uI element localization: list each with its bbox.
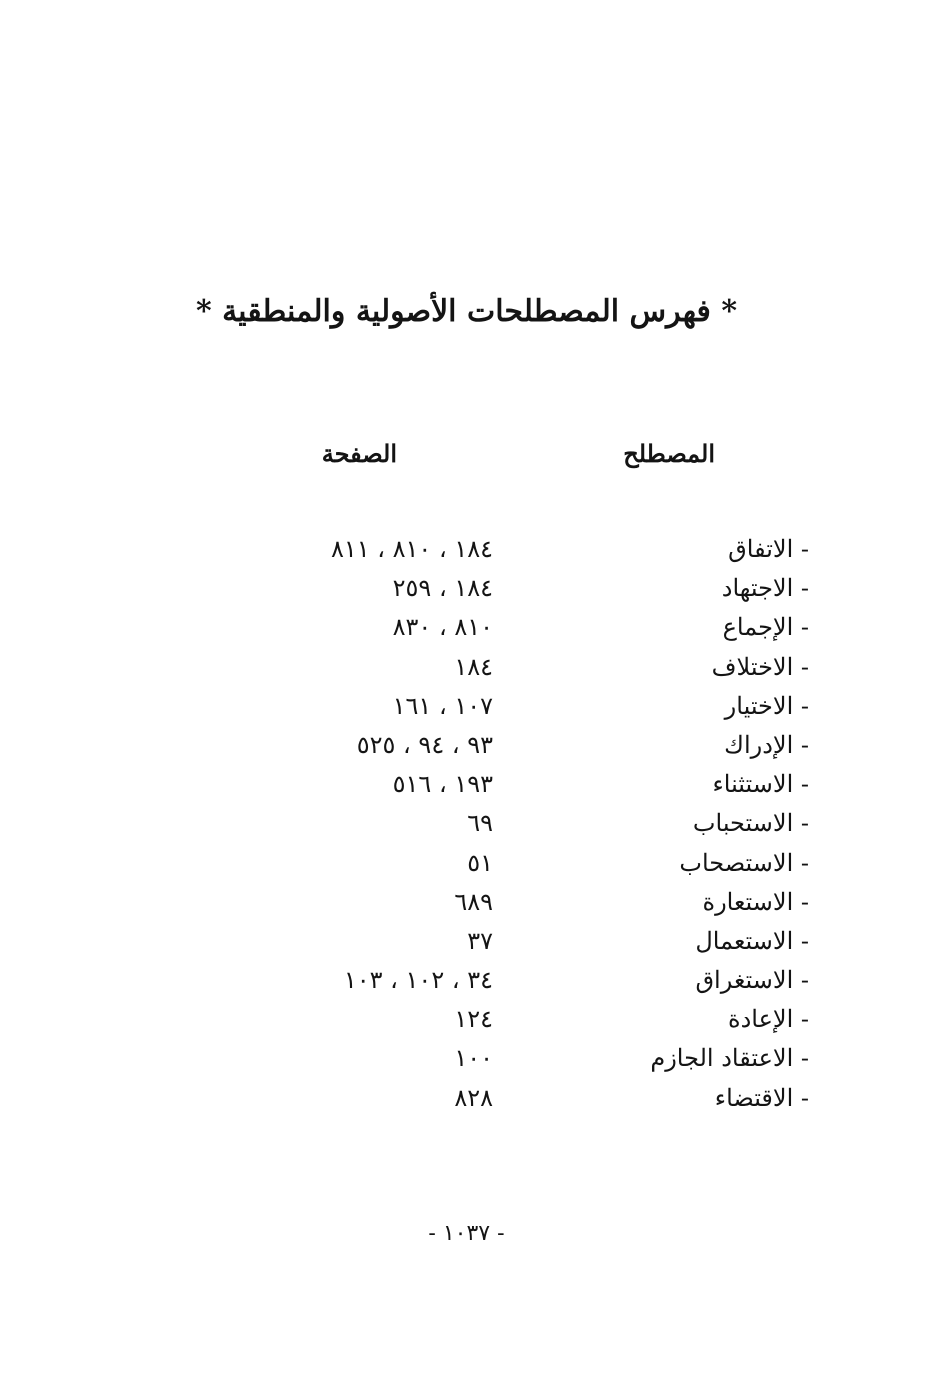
page-number: - ١٠٣٧ - [428, 1221, 505, 1246]
index-row [0, 569, 933, 608]
term-cell: - الاستثناء [712, 770, 809, 799]
pages-cell: ٩٣ ، ٩٤ ، ٥٢٥ [356, 730, 493, 759]
pages-cell: ٣٧ [467, 926, 493, 955]
pages-cell: ١٨٤ [454, 652, 493, 681]
term-cell: - الاعتقاد الجازم [650, 1044, 809, 1073]
pages-cell: ١٠٠ [454, 1044, 493, 1073]
pages-cell: ٥١ [467, 848, 493, 877]
index-row [0, 1079, 933, 1118]
index-row [0, 922, 933, 961]
pages-column-header: الصفحة [321, 439, 397, 468]
term-cell: - الإعادة [728, 1005, 809, 1034]
index-row [0, 765, 933, 804]
term-cell: - الإدراك [724, 730, 809, 759]
term-cell: - الاجتهاد [721, 574, 809, 603]
index-row [0, 804, 933, 843]
index-row [0, 1000, 933, 1039]
pages-cell: ٨١٠ ، ٨٣٠ [392, 613, 493, 642]
term-cell: - الاستغراق [695, 966, 809, 995]
term-cell: - الاختلاف [711, 652, 809, 681]
page-title: * فهرس المصطلحات الأصولية والمنطقية * [195, 294, 738, 329]
pages-cell: ١٨٤ ، ٢٥٩ [392, 574, 493, 603]
index-row [0, 608, 933, 647]
term-cell: - الإجماع [722, 613, 809, 642]
index-row [0, 687, 933, 726]
index-row [0, 530, 933, 569]
index-row [0, 961, 933, 1000]
pages-cell: ٦٩ [467, 809, 493, 838]
pages-cell: ٨٢٨ [454, 1083, 493, 1112]
pages-cell: ١٢٤ [454, 1005, 493, 1034]
term-cell: - الاستعارة [702, 887, 809, 916]
pages-cell: ٦٨٩ [454, 887, 493, 916]
term-cell: - الاستصحاب [679, 848, 809, 877]
index-row [0, 1039, 933, 1078]
pages-cell: ١٩٣ ، ٥١٦ [392, 770, 493, 799]
term-cell: - الاتفاق [728, 535, 809, 563]
index-row [0, 648, 933, 687]
term-cell: - الاقتضاء [714, 1083, 809, 1112]
term-column-header: المصطلح [623, 439, 715, 468]
pages-cell: ٣٤ ، ١٠٢ ، ١٠٣ [343, 966, 493, 995]
index-row [0, 883, 933, 922]
term-cell: - الاستعمال [695, 926, 809, 955]
term-cell: - الاستحباب [692, 809, 809, 838]
index-table [0, 530, 933, 1118]
pages-cell: ١٠٧ ، ١٦١ [392, 691, 493, 720]
index-row [0, 726, 933, 765]
term-cell: - الاختيار [724, 691, 809, 720]
index-row [0, 844, 933, 883]
pages-cell: ١٨٤ ، ٨١٠ ، ٨١١ [330, 535, 493, 563]
